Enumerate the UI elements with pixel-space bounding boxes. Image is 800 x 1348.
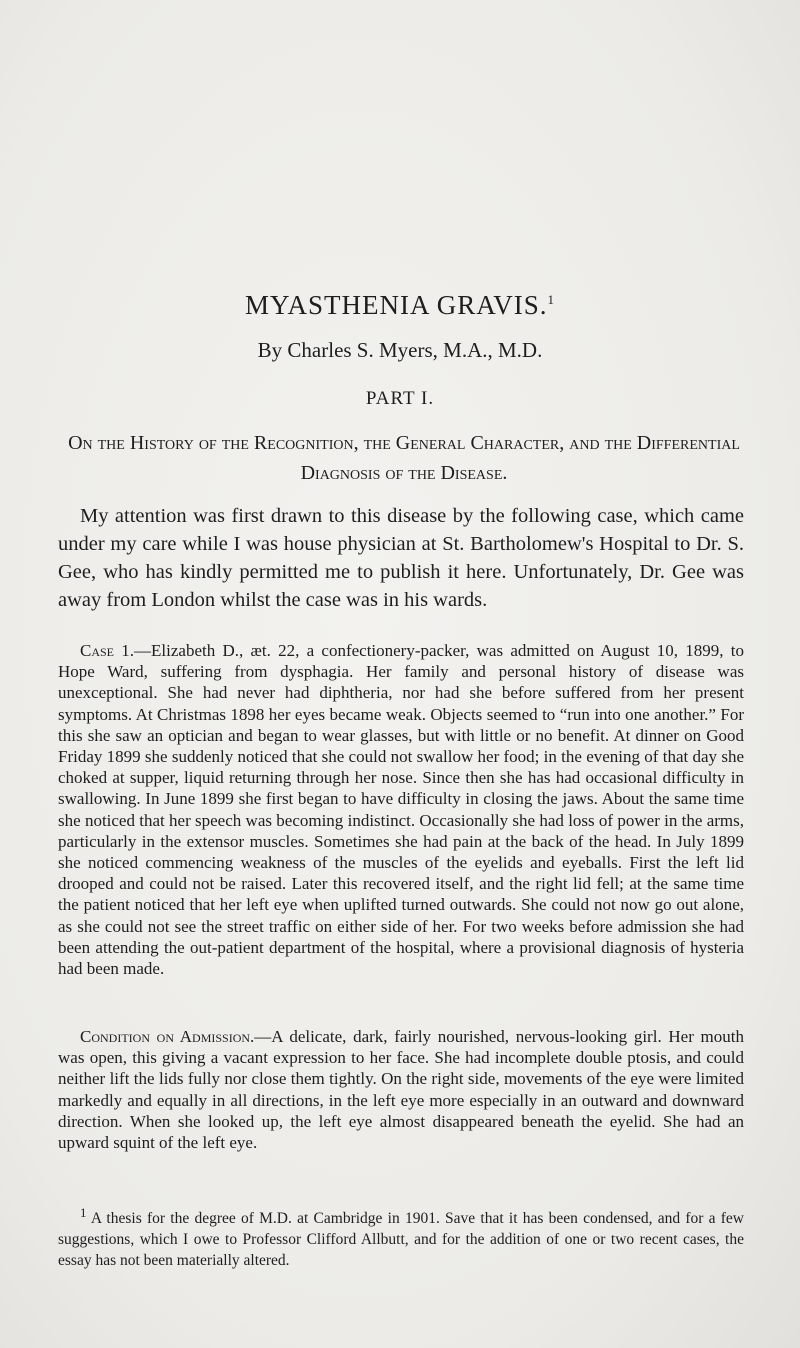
- condition-text: —A delicate, dark, fairly nourished, nervous-looking girl. Her mouth was open, this giving a vacant expression to her face. She had incomplete double ptosis, and could neither lift the lids fully nor close them tightly. On the right side, movements of the eye were limited markedly and equally in all directions, in the left eye more especially in an outward and downward direction. When she looked up, the left eye almost disappeared beneath the eyelid. She had an upward squint of the left eye.: [58, 1027, 744, 1153]
- condition-heading: Condition on Admission.: [80, 1027, 255, 1046]
- footnote-marker: 1: [80, 1205, 87, 1220]
- article-title: MYASTHENIA GRAVIS.$^1$: [244, 290, 556, 320]
- case-text: —Elizabeth D., æt. 22, a confectionery-packer, was admitted on August 10, 1899, to Hope Ward, suffering from dysphagia. Her family and personal history of disease was unexceptional. She had never had diphtheria, nor had she before suffered from her present symptoms. At Christmas 1898 her eyes became weak. Objects seemed to “run into one another.” For this she saw an optician and began to wear glasses, but with little or no benefit. At dinner on Good Friday 1899 she suddenly noticed that she could not swallow her food; in the evening of that day she choked at supper, liquid returning through her nose. Since then she has had occasional difficulty in swallowing. In June 1899 she first began to have difficulty in closing the jaws. About the same time she noticed that her speech was becoming indistinct. Occasionally she had loss of power in the arms, particularly in the extensor muscles. Sometimes she had pain at the back of the head. In July 1899 she noticed commencing weakness of the muscles of the eyelids and eyeballs. First the left lid drooped and could not be raised. Later this recovered itself, and the right lid fell; at the same time the patient noticed that her left eye when uplifted turned outwards. She could not now go out alone, as she could not see the street traffic on either side of her. For two weeks before admission she had been attending the out-patient department of the hospital, where a provisional diagnosis of hysteria had been made.: [58, 641, 745, 979]
- footnote-ref: 1: [547, 292, 556, 307]
- case-heading: Case 1.: [80, 641, 135, 660]
- condition-paragraph: [58, 1026, 744, 1153]
- section-subtitle: On the History of the Recognition, the General Character, and the Differential Diagnosis of the Disease.: [68, 432, 740, 484]
- intro-paragraph: My attention was first drawn to this disease by the following case, which came under my care while I was house physician at St. Bartholomew's Hospital to Dr. S. Gee, who has kindly permitted me to publish it here. Unfortunately, Dr. Gee was away from London whilst the case was in his wards.: [58, 505, 744, 611]
- part-heading: PART I.: [365, 388, 435, 409]
- footnote: [58, 1202, 744, 1271]
- author-line: By Charles S. Myers, M.A., M.D.: [257, 338, 543, 362]
- case-paragraph: [58, 640, 744, 979]
- footnote-text: A thesis for the degree of M.D. at Cambridge in 1901. Save that it has been condensed, and for a few suggestions, which I owe to Professor Clifford Allbutt, and for the addition of one or two recent cases, the essay has not been materially altered.: [58, 1210, 744, 1270]
